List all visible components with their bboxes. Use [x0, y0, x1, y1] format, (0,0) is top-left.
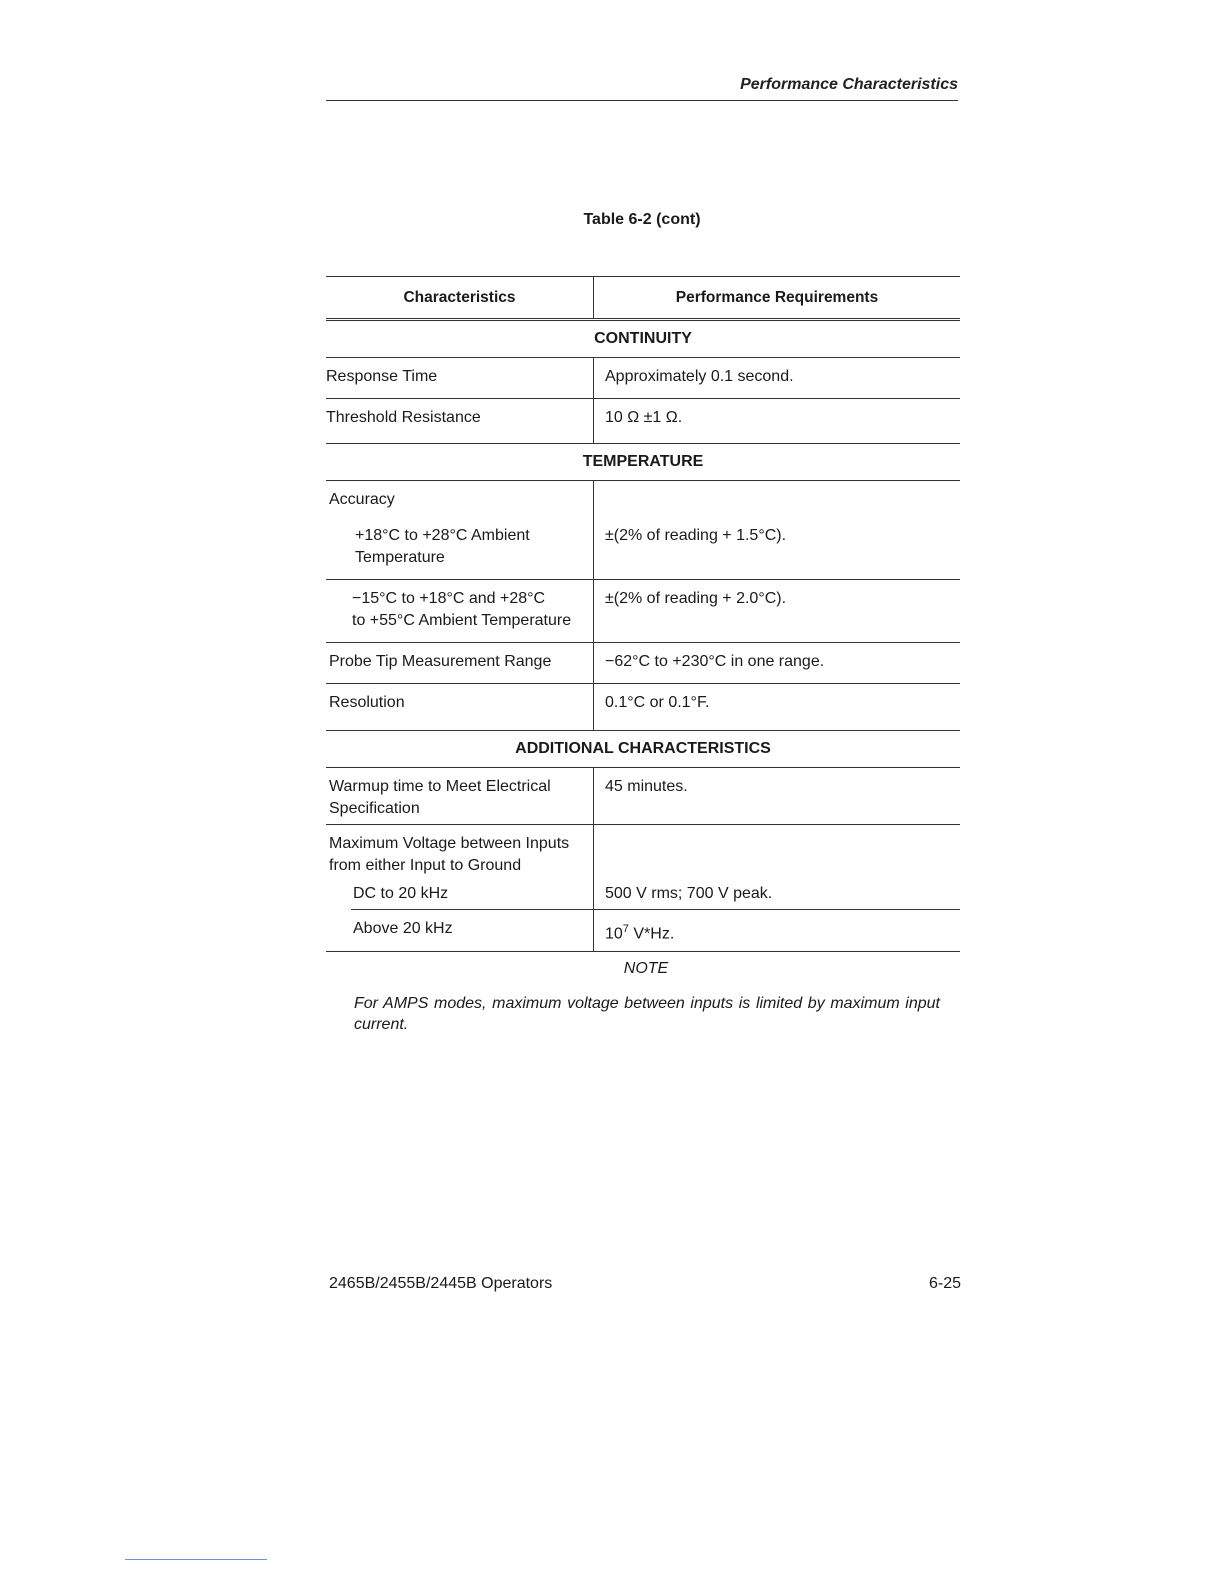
section-additional — [326, 731, 960, 768]
req-cell: −62°C to +230°C in one range. — [594, 643, 961, 684]
warmup-line1: Warmup time to Meet Electrical — [329, 778, 551, 795]
table-row — [326, 481, 960, 580]
req-cell — [594, 825, 961, 878]
table-row — [326, 399, 960, 444]
req-cell: 45 minutes. — [594, 768, 961, 825]
section-label: TEMPERATURE — [326, 444, 960, 481]
table-row — [326, 877, 960, 910]
table-row — [326, 643, 960, 684]
warmup-line2: Specification — [329, 800, 420, 817]
maxv-line1: Maximum Voltage between Inputs — [329, 835, 570, 852]
note-title: NOTE — [623, 960, 669, 977]
spec-table — [326, 276, 960, 952]
req-cell — [594, 877, 961, 910]
range2-line2: to +55°C Ambient Temperature — [352, 612, 572, 629]
req-cell — [594, 481, 961, 580]
table-row — [326, 684, 960, 731]
char-cell — [326, 481, 594, 580]
section-label: ADDITIONAL CHARACTERISTICS — [326, 731, 960, 768]
char-cell: Probe Tip Measurement Range — [326, 643, 594, 684]
table-header-row — [326, 277, 960, 320]
range1-line1: +18°C to +28°C Ambient — [355, 527, 530, 544]
running-header: Performance Characteristics — [740, 76, 958, 93]
req-cell: ±(2% of reading + 2.0°C). — [594, 580, 961, 643]
accuracy-label: Accuracy — [329, 491, 395, 508]
table-row — [326, 825, 960, 878]
table-title: Table 6-2 (cont) — [583, 211, 701, 228]
col-header-characteristics: Characteristics — [326, 277, 594, 320]
above-req-base: 10 — [605, 925, 623, 943]
table-row — [326, 580, 960, 643]
char-cell: Resolution — [326, 684, 594, 731]
range2-line1: −15°C to +18°C and +28°C — [352, 590, 546, 607]
above-req-tail: V*Hz. — [628, 925, 675, 943]
decorative-rule — [125, 1559, 267, 1560]
note-body: For AMPS modes, maximum voltage between inputs is limited by maximum input current. — [354, 995, 940, 1033]
req-cell: 0.1°C or 0.1°F. — [594, 684, 961, 731]
char-cell — [326, 768, 594, 825]
req-cell: Approximately 0.1 second. — [594, 358, 961, 399]
range1-req: ±(2% of reading + 1.5°C). — [605, 527, 787, 544]
req-cell: 10 Ω ±1 Ω. — [594, 399, 961, 444]
header-rule — [326, 100, 958, 101]
section-temperature — [326, 444, 960, 481]
table-row — [326, 768, 960, 825]
char-cell — [326, 910, 594, 952]
footer-manual-title: 2465B/2455B/2445B Operators — [329, 1275, 553, 1292]
above-label: Above 20 kHz — [353, 920, 453, 937]
above-req-exp: 7 — [622, 923, 629, 935]
col-header-performance: Performance Requirements — [594, 277, 961, 320]
char-cell — [326, 580, 594, 643]
char-cell — [326, 825, 594, 878]
range1-line2: Temperature — [355, 549, 445, 566]
footer-page-number: 6-25 — [928, 1275, 961, 1292]
char-cell — [326, 877, 594, 910]
dc-label: DC to 20 kHz — [351, 883, 593, 910]
section-label: CONTINUITY — [326, 320, 960, 358]
char-cell: Threshold Resistance — [326, 399, 594, 444]
dc-req: 500 V rms; 700 V peak. — [594, 883, 960, 910]
table-row — [326, 910, 960, 952]
char-cell: Response Time — [326, 358, 594, 399]
maxv-line2: from either Input to Ground — [329, 857, 522, 874]
section-continuity — [326, 320, 960, 358]
req-cell — [594, 910, 961, 952]
table-row — [326, 358, 960, 399]
